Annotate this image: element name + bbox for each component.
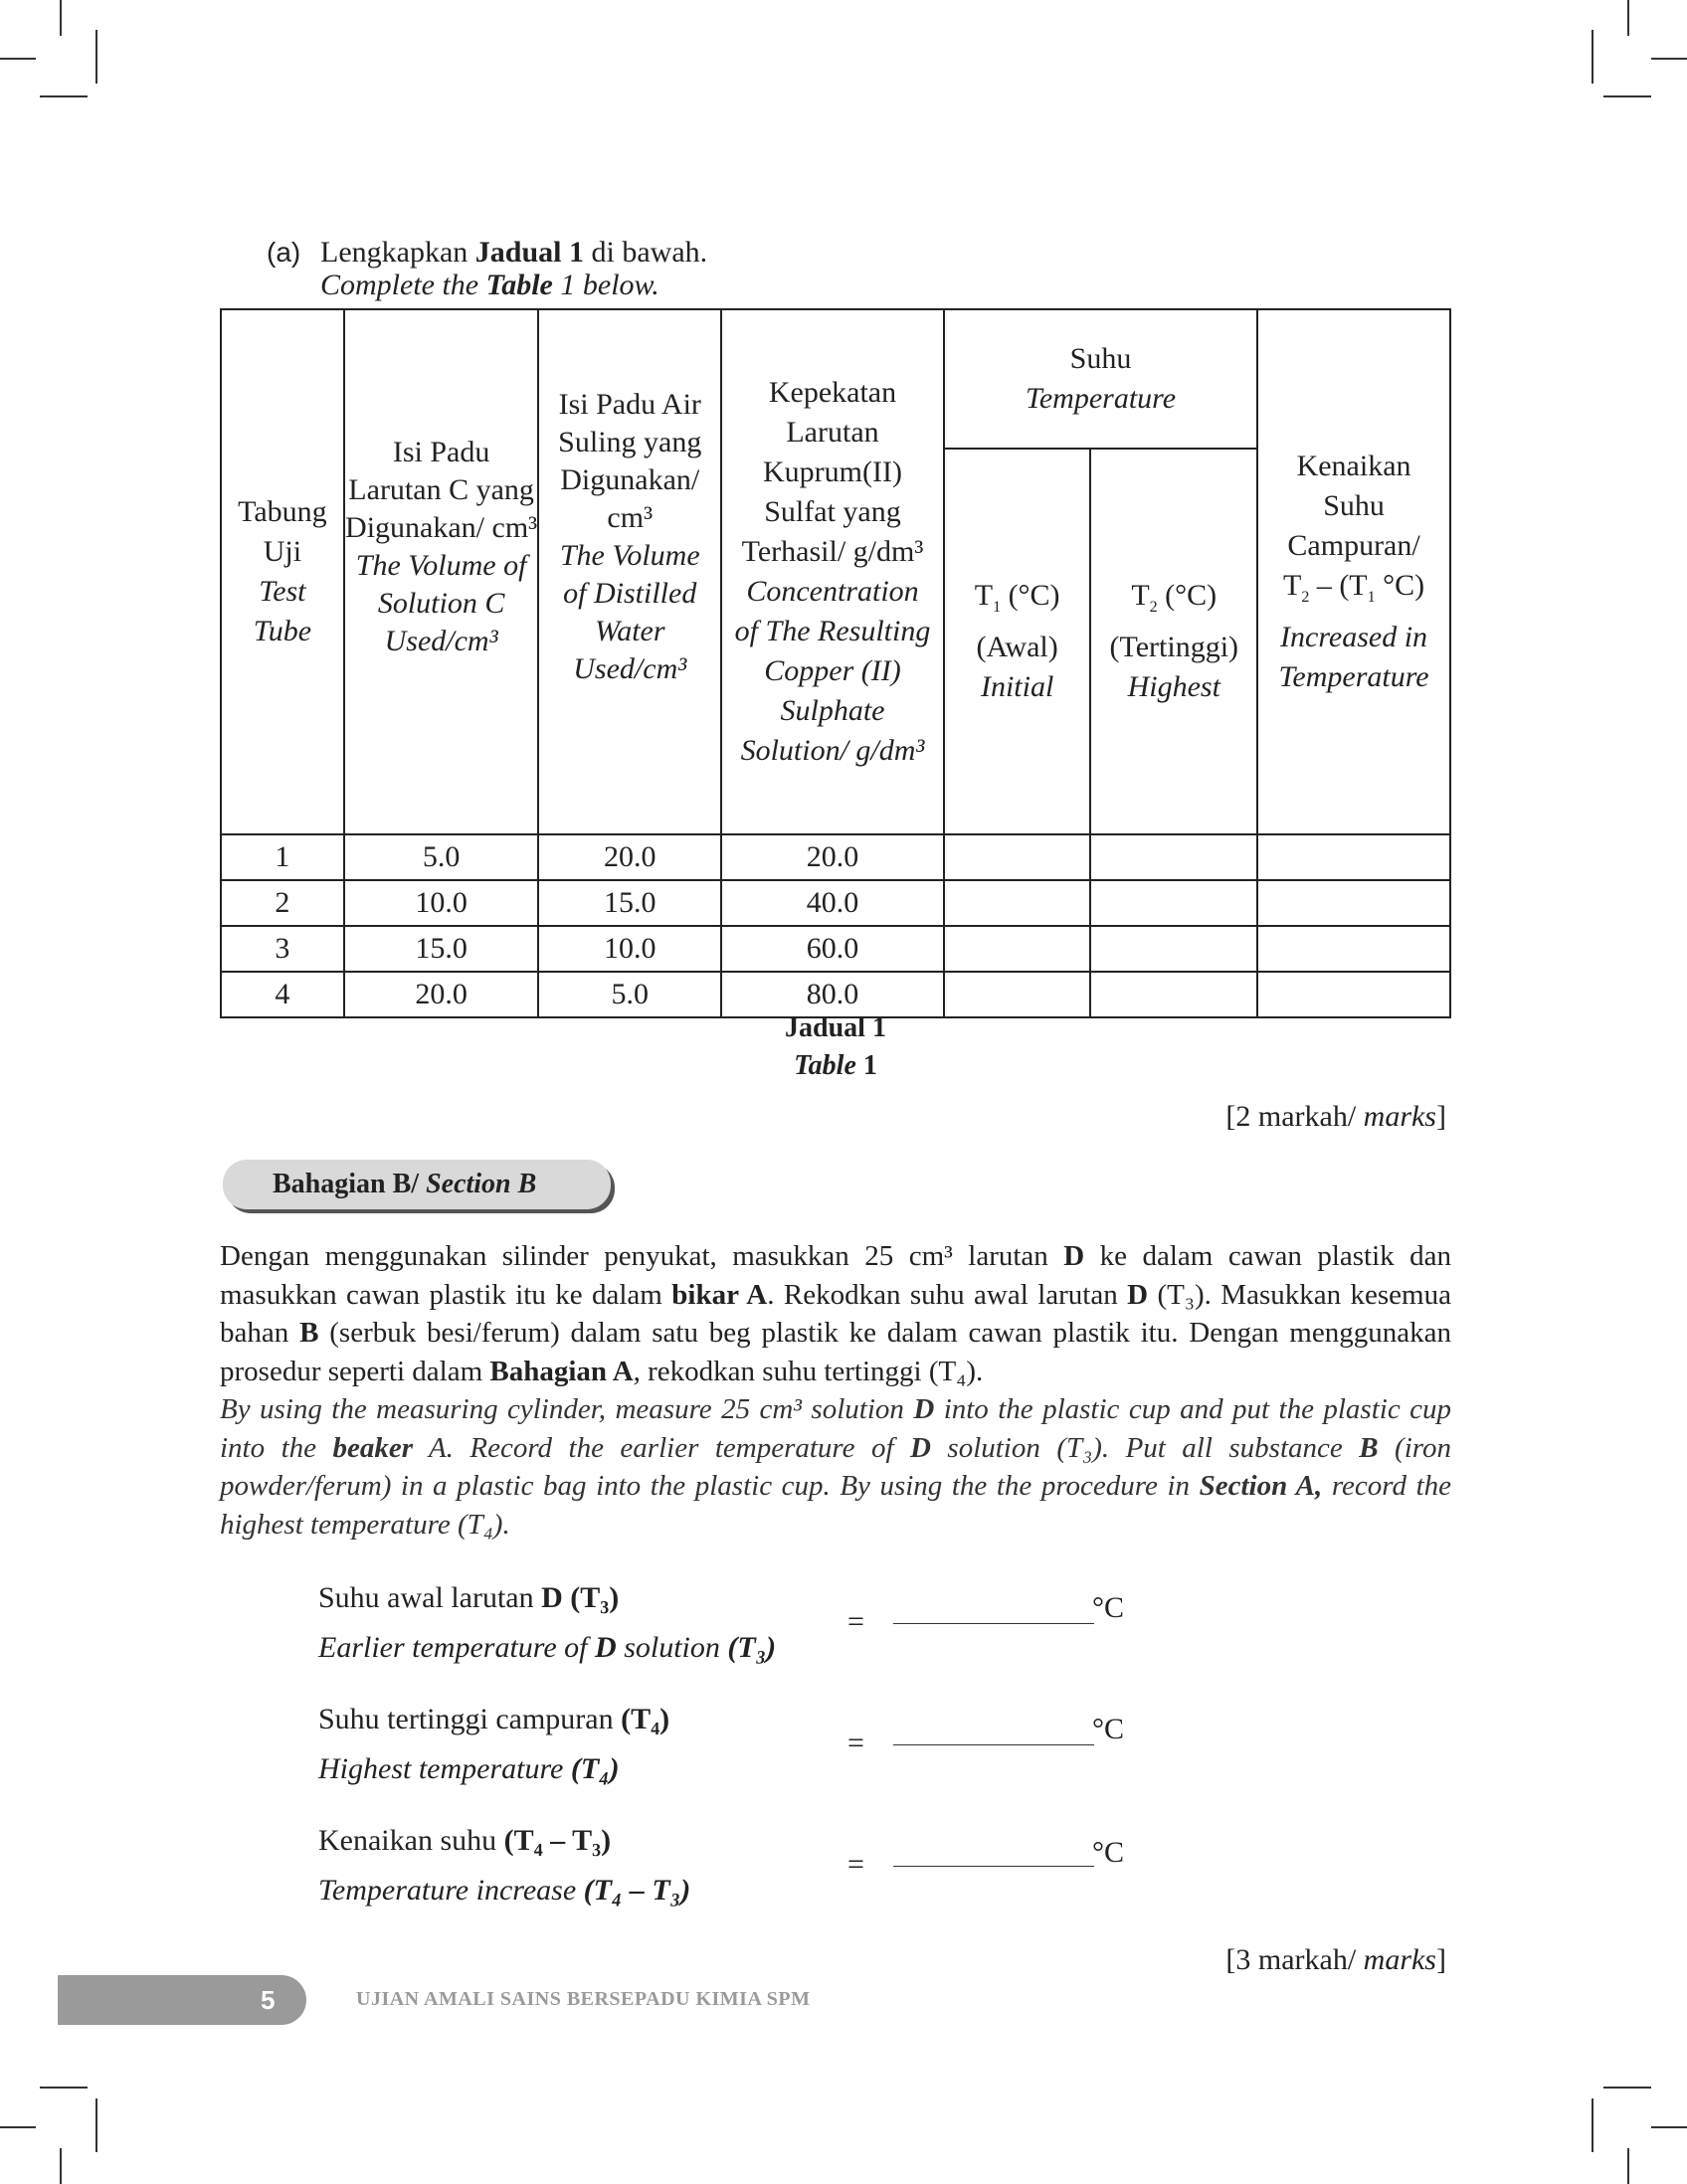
- crop-mark: [40, 95, 88, 97]
- crop-mark: [0, 2126, 36, 2128]
- crop-mark: [40, 2087, 88, 2089]
- table-row: 4 20.0 5.0 80.0: [221, 972, 1450, 1017]
- unit-celsius: °C: [1092, 1713, 1125, 1745]
- equals-sign: =: [847, 1727, 864, 1759]
- field-temp-increase-label: Kenaikan suhu (T₄ – T₃) Temperature increase (T₄ – T₃): [318, 1824, 691, 1907]
- unit-celsius: °C: [1092, 1591, 1125, 1624]
- crop-mark: [1651, 58, 1687, 60]
- crop-mark: [1627, 2148, 1629, 2184]
- initial-temp-answer-blank[interactable]: [893, 1621, 1094, 1624]
- page-number: 5: [261, 1985, 276, 2015]
- table-caption-en: Table 1: [794, 1050, 877, 1081]
- question-instruction-en: Complete the Table 1 below.: [320, 269, 659, 301]
- t2-answer-cell[interactable]: [1090, 880, 1257, 926]
- crop-mark: [1603, 2087, 1651, 2089]
- table-row: 2 10.0 15.0 40.0: [221, 880, 1450, 926]
- results-table: [220, 308, 1451, 1018]
- rise-answer-cell[interactable]: [1257, 926, 1450, 972]
- question-instruction-ms: (a) Lengkapkan Jadual 1 di bawah.: [267, 236, 708, 269]
- crop-mark: [95, 30, 97, 84]
- crop-mark: [1603, 95, 1651, 97]
- crop-mark: [1627, 0, 1629, 36]
- t2-answer-cell[interactable]: [1090, 926, 1257, 972]
- crop-mark: [60, 0, 62, 36]
- crop-mark: [1592, 30, 1593, 84]
- t1-answer-cell[interactable]: [944, 880, 1091, 926]
- header-volume-distilled-water: Isi Padu Air Suling yang Digunakan/ cm³ The Volume of Distilled Water Used/cm³: [538, 309, 721, 834]
- instruction-paragraph-en: By using the measuring cylinder, measure 25 cm³ solution D into the plastic cup and put the plastic cup into the beaker A. Record the earlier temperature of D solution (T₃). Put all substance B (iron powder/ferum) in a plastic bag into the plastic cup. By using the the procedure in Section A, record the highest temperature (T₄).: [220, 1393, 1451, 1541]
- marks-part-b: [3 markah/ marks]: [1225, 1943, 1446, 1976]
- t2-answer-cell[interactable]: [1090, 972, 1257, 1017]
- question-label: (a): [267, 237, 301, 268]
- header-t1: $T_1$ (°C) (Awal) Initial: [944, 449, 1091, 834]
- rise-answer-cell[interactable]: [1257, 972, 1450, 1017]
- section-b-tab: Bahagian B/ Section B: [223, 1160, 611, 1209]
- header-volume-solution-c: Isi Padu Larutan C yang Digunakan/ cm³ The Volume of Solution C Used/cm³: [344, 309, 539, 834]
- rise-formula: $T_2 - (T_1$ °C): [1282, 569, 1425, 606]
- rise-answer-cell[interactable]: [1257, 880, 1450, 926]
- equals-sign: =: [847, 1848, 864, 1881]
- header-temperature: Suhu Temperature: [944, 309, 1257, 449]
- table-caption-ms: Jadual 1: [785, 1012, 886, 1043]
- crop-mark: [60, 2148, 62, 2184]
- highest-temp-answer-blank[interactable]: [893, 1742, 1094, 1745]
- crop-mark: [0, 58, 36, 60]
- temp-increase-answer-blank[interactable]: [893, 1864, 1094, 1867]
- crop-mark: [1592, 2098, 1593, 2152]
- header-test-tube: Tabung Uji Test Tube: [221, 309, 344, 834]
- table-row: 3 15.0 10.0 60.0: [221, 926, 1450, 972]
- header-concentration: Kepekatan Larutan Kuprum(II) Sulfat yang Terhasil/ g/dm³ Concentration of The Resulting Copper (II) Sulphate Solution/ g/dm³: [721, 309, 944, 834]
- t1-answer-cell[interactable]: [944, 834, 1091, 880]
- header-temperature-increase: Kenaikan Suhu Campuran/ $T_2 - (T_1$ °C) Increased in Temperature: [1257, 309, 1450, 834]
- t1-answer-cell[interactable]: [944, 926, 1091, 972]
- table-row: 1 5.0 20.0 20.0: [221, 834, 1450, 880]
- crop-mark: [95, 2098, 97, 2152]
- field-initial-temp-label: Suhu awal larutan D (T₃) Earlier temperature of D solution (T₃): [318, 1581, 777, 1664]
- header-t2: $T_2$ (°C) (Tertinggi) Highest: [1090, 449, 1257, 834]
- t2-answer-cell[interactable]: [1090, 834, 1257, 880]
- field-highest-temp-label: Suhu tertinggi campuran (T₄) Highest temperature (T₄): [318, 1703, 670, 1785]
- equals-sign: =: [847, 1605, 864, 1638]
- footer-title: UJIAN AMALI SAINS BERSEPADU KIMIA SPM: [356, 1988, 811, 2010]
- rise-answer-cell[interactable]: [1257, 834, 1450, 880]
- instruction-paragraph-ms: Dengan menggunakan silinder penyukat, masukkan 25 cm³ larutan D ke dalam cawan plastik dan masukkan cawan plastik itu ke dalam bikar A. Rekodkan suhu awal larutan D (T₃). Masukkan kesemua bahan B (serbuk besi/ferum) dalam satu beg plastik ke dalam cawan plastik itu. Dengan menggunakan prosedur seperti dalam Bahagian A, rekodkan suhu tertinggi (T₄).: [220, 1240, 1451, 1387]
- t1-answer-cell[interactable]: [944, 972, 1091, 1017]
- crop-mark: [1651, 2126, 1687, 2128]
- unit-celsius: °C: [1092, 1836, 1125, 1869]
- marks-part-a: [2 markah/ marks]: [1225, 1100, 1446, 1133]
